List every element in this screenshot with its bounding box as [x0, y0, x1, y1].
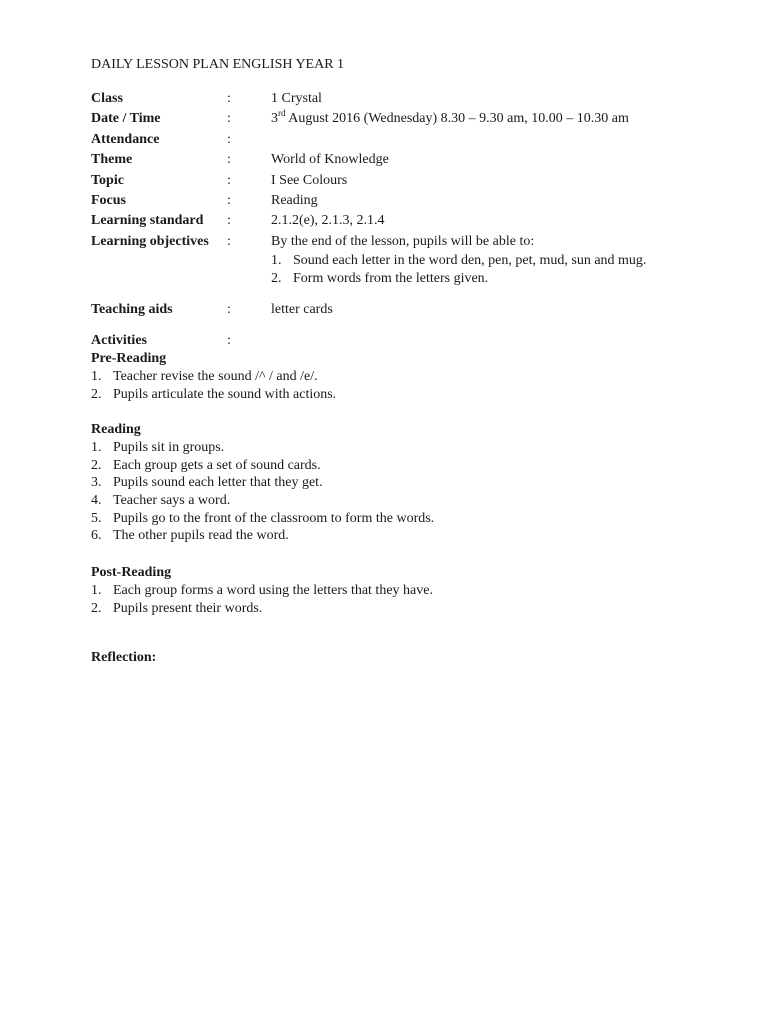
step-number: 2. — [91, 600, 102, 616]
info-label: Theme — [91, 152, 133, 168]
info-label: Teaching aids — [91, 302, 173, 317]
info-label: Date / Time — [91, 111, 161, 127]
info-label: Learning standard — [91, 213, 204, 229]
step-number: 4. — [91, 493, 102, 509]
info-row-class — [91, 89, 691, 109]
info-colon: : — [227, 333, 231, 348]
reflection-section — [91, 649, 691, 667]
objective-item — [271, 270, 646, 289]
post-reading-steps — [91, 582, 691, 617]
info-value: 1 Crystal — [271, 91, 322, 106]
info-colon: : — [227, 193, 231, 208]
step-number: 1. — [91, 583, 102, 598]
info-value — [271, 109, 629, 129]
info-row-date-time — [91, 109, 691, 129]
list-item — [91, 368, 691, 386]
info-row-activities — [91, 331, 691, 351]
info-colon: : — [227, 152, 231, 168]
info-value: World of Knowledge — [271, 152, 389, 168]
info-value: Reading — [271, 193, 318, 208]
list-item — [91, 492, 691, 510]
info-colon: : — [227, 233, 231, 249]
step-number: 1. — [91, 440, 102, 455]
info-colon: : — [227, 302, 231, 317]
step-text: Pupils articulate the sound with actions. — [113, 386, 337, 402]
step-number: 2. — [91, 457, 102, 473]
info-colon: : — [227, 213, 231, 229]
objective-text: Form words from the letters given. — [293, 271, 489, 287]
step-text: Pupils sit in groups. — [113, 440, 225, 455]
step-number: 6. — [91, 528, 102, 544]
step-text: Teacher revise the sound /^ / and /e/. — [113, 369, 318, 384]
list-item — [91, 600, 691, 618]
step-number: 5. — [91, 510, 102, 526]
info-row-theme — [91, 150, 691, 170]
reading-section — [91, 421, 691, 545]
info-row-topic — [91, 171, 691, 191]
step-text: Teacher says a word. — [113, 493, 231, 509]
objective-item — [271, 252, 646, 271]
reading-steps — [91, 439, 691, 545]
step-text: Pupils present their words. — [113, 600, 263, 616]
info-label: Topic — [91, 172, 124, 188]
step-text: Each group gets a set of sound cards. — [113, 457, 321, 473]
lesson-plan-page — [91, 0, 691, 1024]
info-colon: : — [227, 91, 231, 106]
list-item — [91, 510, 691, 528]
document-title: DAILY LESSON PLAN ENGLISH YEAR 1 — [91, 57, 345, 72]
list-item — [91, 386, 691, 404]
objective-number: 1. — [271, 252, 282, 268]
info-colon: : — [227, 111, 231, 127]
step-text: Each group forms a word using the letters that they have. — [113, 583, 433, 598]
info-row-attendance — [91, 130, 691, 150]
section-heading: Reading — [91, 422, 141, 437]
info-row-teaching-aids — [91, 300, 691, 320]
step-number: 2. — [91, 386, 102, 402]
pre-reading-steps — [91, 368, 691, 403]
info-label: Class — [91, 91, 123, 106]
list-item — [91, 582, 691, 600]
section-heading: Pre-Reading — [91, 351, 167, 366]
info-value: By the end of the lesson, pupils will be able to: — [271, 233, 535, 249]
info-value: I See Colours — [271, 172, 348, 188]
step-text: Pupils go to the front of the classroom to form the words. — [113, 510, 435, 526]
pre-reading-section — [91, 350, 691, 403]
info-row-learning-objectives — [91, 232, 691, 287]
list-item — [91, 527, 691, 545]
info-row-focus — [91, 191, 691, 211]
step-text: The other pupils read the word. — [113, 528, 289, 544]
post-reading-section — [91, 564, 691, 617]
date-ordinal-suffix: rd — [278, 108, 286, 119]
step-number: 3. — [91, 475, 102, 491]
info-row-learning-standard — [91, 211, 691, 231]
reflection-heading: Reflection: — [91, 650, 157, 665]
info-label: Focus — [91, 193, 126, 208]
date-time-rest: August 2016 (Wednesday) 8.30 – 9.30 am, 10.00 – 10.30 am — [285, 111, 629, 127]
info-label: Learning objectives — [91, 233, 209, 249]
step-number: 1. — [91, 369, 102, 384]
info-value: 2.1.2(e), 2.1.3, 2.1.4 — [271, 213, 385, 229]
objective-text: Sound each letter in the word den, pen, pet, mud, sun and mug. — [293, 252, 647, 268]
date-day: 3 — [271, 111, 278, 127]
info-colon: : — [227, 172, 231, 188]
info-colon: : — [227, 131, 231, 147]
learning-objectives-list — [271, 252, 646, 289]
section-heading: Post-Reading — [91, 565, 172, 580]
objective-number: 2. — [271, 271, 282, 287]
list-item — [91, 474, 691, 492]
info-value: letter cards — [271, 302, 333, 317]
info-label: Attendance — [91, 131, 160, 147]
step-text: Pupils sound each letter that they get. — [113, 475, 323, 491]
info-label: Activities — [91, 333, 147, 348]
list-item — [91, 439, 691, 457]
list-item — [91, 457, 691, 475]
